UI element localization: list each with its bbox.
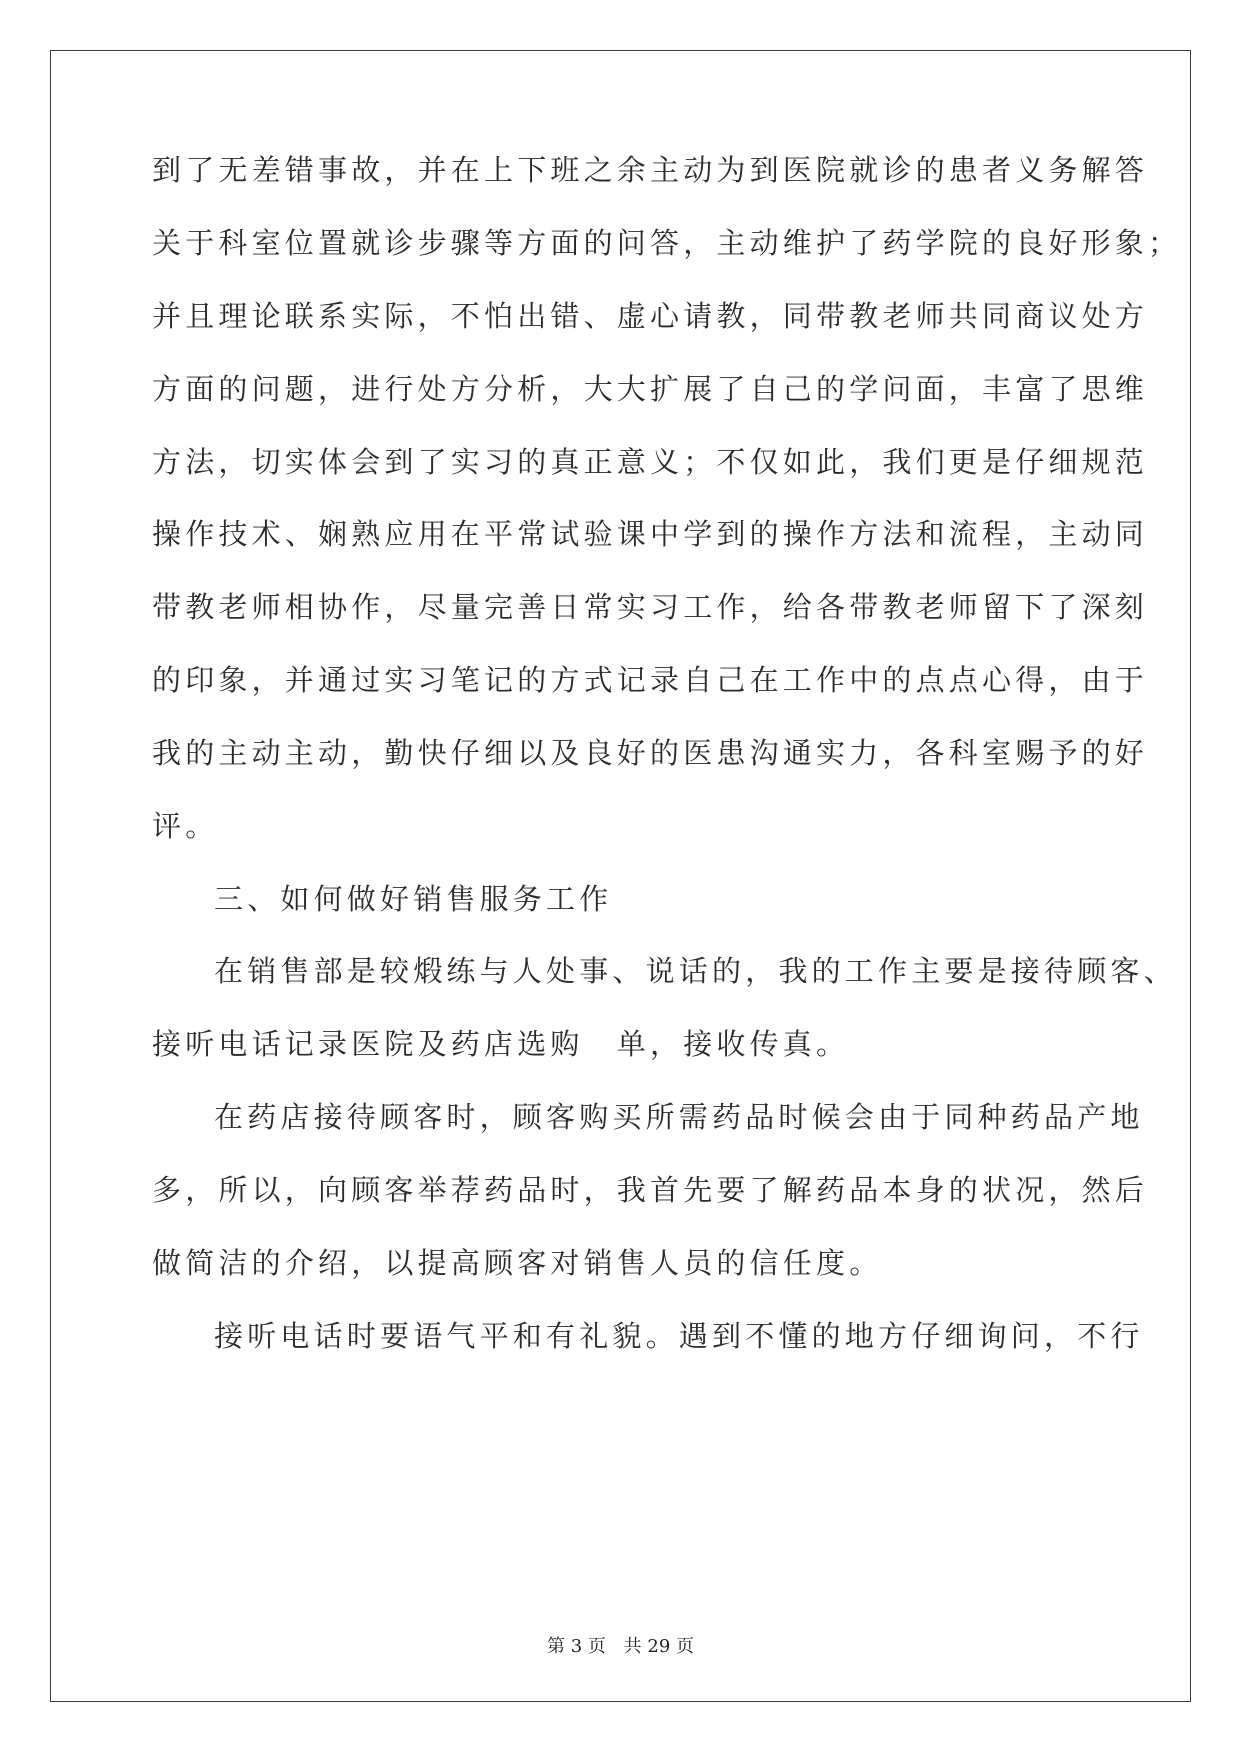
text-line: 接听电话时要语气平和有礼貌。遇到不懂的地方仔细询问，不行 xyxy=(214,1319,1144,1353)
text-line: 我的主动主动，勤快仔细以及良好的医患沟通实力，各科室赐予的好 xyxy=(152,736,1149,770)
text-line: 带教老师相协作，尽量完善日常实习工作，给各带教老师留下了深刻 xyxy=(152,590,1149,624)
text-line: 的印象，并通过实习笔记的方式记录自己在工作中的点点心得，由于 xyxy=(152,663,1149,697)
text-line: 关于科室位置就诊步骤等方面的问答，主动维护了药学院的良好形象； xyxy=(152,226,1182,260)
text-line: 评。 xyxy=(152,809,219,843)
text-line: 在药店接待顾客时，顾客购买所需药品时候会由于同种药品产地 xyxy=(214,1100,1144,1134)
text-line: 方法，切实体会到了实习的真正意义；不仅如此，我们更是仔细规范 xyxy=(152,445,1149,479)
section-heading: 三、如何做好销售服务工作 xyxy=(214,882,613,916)
page-number: 第 3 页 xyxy=(547,1636,606,1657)
text-line: 方面的问题，进行处方分析，大大扩展了自己的学问面，丰富了思维 xyxy=(152,372,1149,406)
text-line: 接听电话记录医院及药店选购 单，接收传真。 xyxy=(152,1027,850,1061)
text-line: 并且理论联系实际，不怕出错、虚心请教，同带教老师共同商议处方 xyxy=(152,299,1149,333)
page-total: 共 29 页 xyxy=(623,1636,694,1657)
text-line: 操作技术、娴熟应用在平常试验课中学到的操作方法和流程，主动同 xyxy=(152,517,1149,551)
text-line: 多，所以，向顾客举荐药品时，我首先要了解药品本身的状况，然后 xyxy=(152,1173,1149,1207)
text-line: 在销售部是较煅练与人处事、说话的，我的工作主要是接待顾客、 xyxy=(214,954,1177,988)
page-footer xyxy=(0,1632,1241,1658)
text-line: 到了无差错事故，并在上下班之余主动为到医院就诊的患者义务解答 xyxy=(152,153,1149,187)
text-line: 做简洁的介绍，以提高顾客对销售人员的信任度。 xyxy=(152,1246,883,1280)
